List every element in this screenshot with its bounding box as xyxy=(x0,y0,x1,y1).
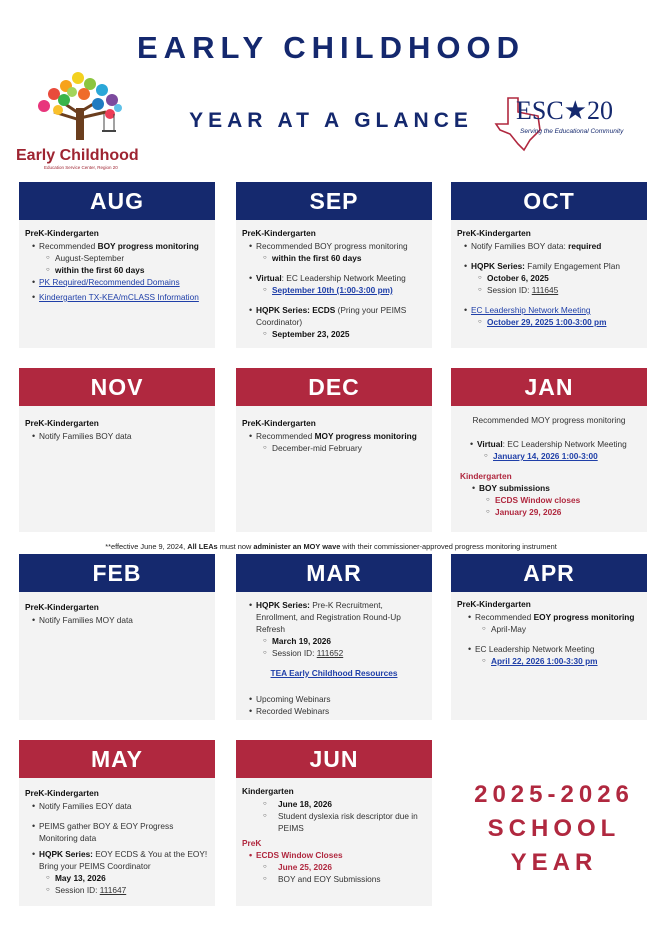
list-item: • EC Leadership Network Meeting xyxy=(461,643,641,655)
early-childhood-logo xyxy=(14,64,148,168)
recorded-webinars-item[interactable]: • Recorded Webinars xyxy=(242,705,426,717)
oct-meeting-link[interactable]: • EC Leadership Network Meeting xyxy=(457,304,641,316)
month-header: JUN xyxy=(236,740,432,778)
logo-right-subtext: Serving the Educational Community xyxy=(520,128,624,135)
list-item: • HQPK Series: EOY ECDS & You at the EOY! Bring your PEIMS Coordinator xyxy=(25,848,209,872)
school-year-word: SCHOOL xyxy=(487,815,621,842)
month-header: MAY xyxy=(19,740,215,778)
month-card-feb xyxy=(19,554,215,720)
sub-item: ○ April-May xyxy=(461,623,641,635)
list-item: • HQPK Series: Pre-K Recruitment, Enrollment, and Registration Round-Up Refresh xyxy=(242,599,426,635)
sub-item: ○ March 19, 2026 xyxy=(242,635,426,647)
group-label: PreK-Kindergarten xyxy=(25,602,99,612)
sub-item: ○ within the first 60 days xyxy=(242,252,426,264)
sub-item: ○ ECDS Window closes xyxy=(465,494,641,506)
sub-item: ○ Session ID: 111645 xyxy=(457,284,641,296)
month-card-mar xyxy=(236,554,432,720)
page-title: EARLY CHILDHOOD xyxy=(137,30,525,65)
school-year-year: YEAR xyxy=(510,849,598,876)
tea-resources-link[interactable]: TEA Early Childhood Resources xyxy=(270,668,398,678)
group-label: PreK-Kindergarten xyxy=(242,228,316,238)
group-label: PreK-Kindergarten xyxy=(25,418,99,428)
list-item: • Recommended EOY progress monitoring xyxy=(461,611,641,623)
sub-item: ○ September 23, 2025 xyxy=(242,328,426,340)
list-item: • Virtual: EC Leadership Network Meeting xyxy=(463,438,641,450)
list-item: • Notify Families MOY data xyxy=(25,614,209,626)
month-card-oct xyxy=(451,182,647,348)
month-card-jan xyxy=(451,368,647,532)
group-label: PreK-Kindergarten xyxy=(457,228,531,238)
logo-left-subtext: Education Service Center, Region 20 xyxy=(44,165,118,170)
group-label: PreK-Kindergarten xyxy=(457,599,531,609)
month-card-may xyxy=(19,740,215,906)
sep-meeting-link[interactable]: ○ September 10th (1:00-3:00 pm) xyxy=(242,284,426,296)
sub-item: ○ within the first 60 days xyxy=(25,264,209,276)
month-header: DEC xyxy=(236,368,432,406)
list-item: • Recommended BOY progress monitoring xyxy=(242,240,426,252)
month-header: FEB xyxy=(19,554,215,592)
sub-item: ○ June 25, 2026 xyxy=(242,861,426,873)
group-label: PreK xyxy=(242,838,262,848)
sub-item: ○ Session ID: 111647 xyxy=(25,884,209,896)
apr-meeting-link[interactable]: ○ April 22, 2026 1:00-3:30 pm xyxy=(461,655,641,667)
sub-item: ○ Student dyslexia risk descriptor due in PEIMS xyxy=(242,810,426,834)
group-label: PreK-Kindergarten xyxy=(25,788,99,798)
month-card-sep xyxy=(236,182,432,348)
group-label: Kindergarten xyxy=(242,786,294,796)
month-card-jun xyxy=(236,740,432,906)
sub-item: ○ August-September xyxy=(25,252,209,264)
list-item: • Notify Families BOY data xyxy=(25,430,209,442)
list-item: • Notify Families BOY data: required xyxy=(457,240,641,252)
month-card-apr xyxy=(451,554,647,720)
sub-item: ○ January 29, 2026 xyxy=(465,506,641,518)
sub-item: ○ June 18, 2026 xyxy=(242,798,426,810)
logo-left-text: Early Childhood xyxy=(16,147,139,164)
list-item: • HQPK Series: ECDS (Pring your PEIMS Coordinator) xyxy=(242,304,426,328)
month-header: MAR xyxy=(236,554,432,592)
list-item: • PEIMS gather BOY & EOY Progress Monitoring data xyxy=(25,820,209,844)
oct-meeting-date-link[interactable]: ○ October 29, 2025 1:00-3:00 pm xyxy=(457,316,641,328)
sub-item: ○ Session ID: 111652 xyxy=(242,647,426,659)
sub-item: ○ May 13, 2026 xyxy=(25,872,209,884)
month-header: SEP xyxy=(236,182,432,220)
list-item: • Virtual: EC Leadership Network Meeting xyxy=(242,272,426,284)
list-item: • Recommended BOY progress monitoring xyxy=(25,240,209,252)
month-card-dec xyxy=(236,368,432,532)
month-header: NOV xyxy=(19,368,215,406)
list-item: • ECDS Window Closes xyxy=(242,849,426,861)
list-item: • Recommended MOY progress monitoring xyxy=(242,430,426,442)
upcoming-webinars-item[interactable]: • Upcoming Webinars xyxy=(242,693,426,705)
jan-meeting-link[interactable]: ○ January 14, 2026 1:00-3:00 xyxy=(463,450,641,462)
esc20-logo xyxy=(494,94,654,154)
month-header: APR xyxy=(451,554,647,592)
month-card-nov xyxy=(19,368,215,532)
kindergarten-info-link[interactable]: • Kindergarten TX-KEA/mCLASS Information xyxy=(25,291,209,303)
school-year-range: 2025-2026 xyxy=(474,781,634,808)
sub-item: ○ BOY and EOY Submissions xyxy=(242,873,426,885)
jan-intro-text: Recommended MOY progress monitoring xyxy=(472,415,626,425)
page-subtitle: YEAR AT A GLANCE xyxy=(189,109,473,132)
group-label: Kindergarten xyxy=(460,471,512,481)
tree-icon xyxy=(14,64,148,144)
sub-item: ○ October 6, 2025 xyxy=(457,272,641,284)
month-header: JAN xyxy=(451,368,647,406)
month-card-aug xyxy=(19,182,215,348)
month-header: AUG xyxy=(19,182,215,220)
pk-domains-link[interactable]: • PK Required/Recommended Domains xyxy=(25,276,209,288)
group-label: PreK-Kindergarten xyxy=(25,228,99,238)
logo-right-text: ESC★20 xyxy=(516,96,613,125)
school-year-label xyxy=(450,778,658,880)
list-item: • Notify Families EOY data xyxy=(25,800,209,812)
list-item: • HQPK Series: Family Engagement Plan xyxy=(457,260,641,272)
list-item: • BOY submissions xyxy=(465,482,641,494)
moy-note: **effective June 9, 2024, All LEAs must now administer an MOY wave with their commissioner-approved progress monitoring instrument xyxy=(105,542,557,551)
month-header: OCT xyxy=(451,182,647,220)
group-label: PreK-Kindergarten xyxy=(242,418,316,428)
sub-item: ○ December-mid February xyxy=(242,442,426,454)
